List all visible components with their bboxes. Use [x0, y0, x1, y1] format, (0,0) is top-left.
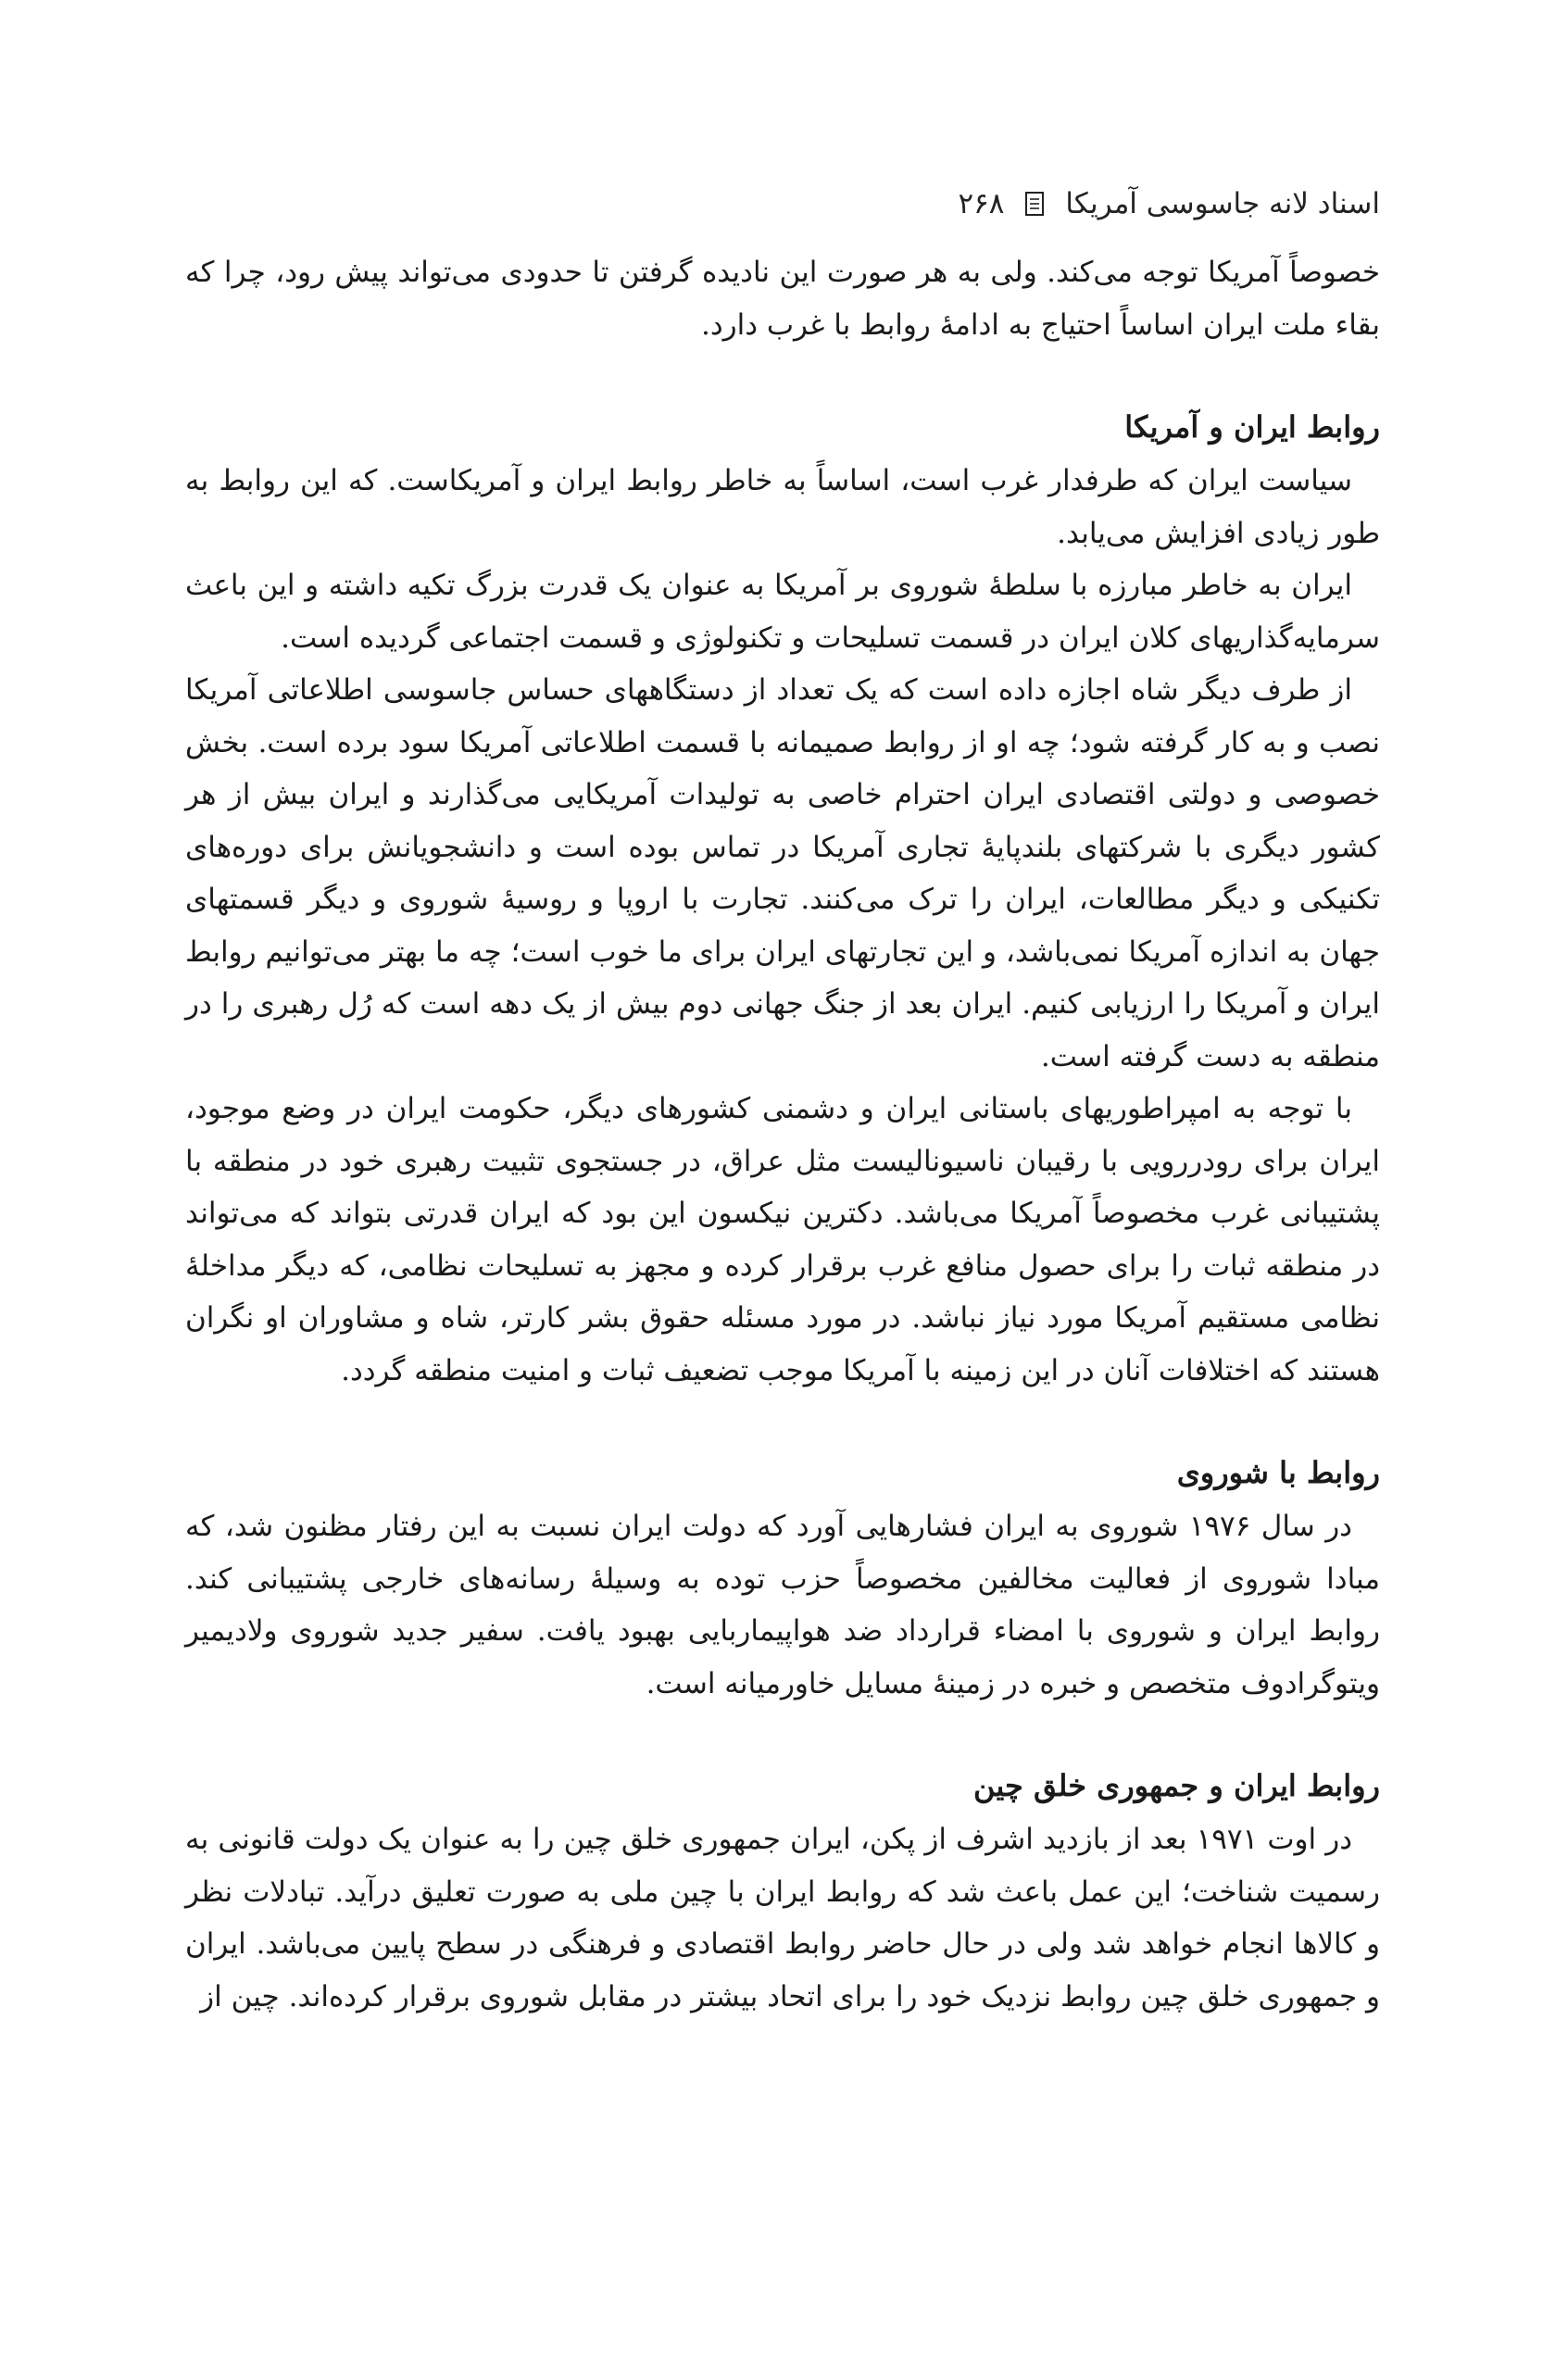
paragraph: ایران به خاطر مبارزه با سلطهٔ شوروی بر آمریکا به عنوان یک قدرت بزرگ تکیه داشته و این باعث سرمایه‌گذاریهای کلان ایران در قسمت تسلیحات و تکنولوژی و قسمت اجتماعی گردیده است. [185, 569, 1380, 655]
section-heading-soviet: روابط با شوروی [1176, 1455, 1380, 1490]
paragraph: از طرف دیگر شاه اجازه داده است که یک تعداد از دستگاههای حساس جاسوسی اطلاعاتی آمریکا نصب و به کار گرفته شود؛ چه او از روابط صمیمانه با قسمت اطلاعاتی آمریکا سود برده است. بخش خصوصی و دولتی اقتصادی ایران احترام خاصی به تولیدات آمریکایی می‌گذارند و ایران بیش از هر کشور دیگری با شرکتهای بلندپایهٔ تجاری آمریکا در تماس بوده است و دانشجویانش برای دوره‌های تکنیکی و دیگر مطالعات، ایران را ترک می‌کنند. تجارت با اروپا و روسیهٔ شوروی و دیگر قسمتهای جهان به اندازه آمریکا نمی‌باشد، و این تجارتهای ایران برای ما خوب است؛ چه ما بهتر می‌توانیم روابط ایران و آمریکا را ارزیابی کنیم. ایران بعد از جنگ جهانی دوم بیش از یک دهه است که رُل رهبری را در منطقه به دست گرفته است. [185, 673, 1381, 1073]
book-page [185, 176, 1380, 2214]
page-number: ۲۶۸ [958, 187, 1005, 220]
book-title: اسناد لانه جاسوسی آمریکا [1065, 187, 1380, 220]
intro-paragraph: خصوصاً آمریکا توجه می‌کند. ولی به هر صورت این نادیده گرفتن تا حدودی می‌تواند پیش رود، چرا که بقاء ملت ایران اساساً احتیاج به ادامهٔ روابط با غرب دارد. [185, 256, 1380, 342]
running-head [185, 176, 1380, 232]
section-heading-iran-america: روابط ایران و آمریکا [1124, 409, 1380, 445]
paragraph: با توجه به امپراطوریهای باستانی ایران و دشمنی کشورهای دیگر، حکومت ایران در وضع موجود، ایران برای رودررویی با رقیبان ناسیونالیست مثل عراق، در جستجوی تثبیت رهبری خود در منطقه با پشتیبانی غرب مخصوصاً آمریکا می‌باشد. دکترین نیکسون این بود که ایران قدرتی بتواند که می‌تواند در منطقه ثبات را برای حصول منافع غرب برقرار کرده و مجهز به تسلیحات نظامی، که دیگر مداخلهٔ نظامی مستقیم آمریکا مورد نیاز نباشد. در مورد مسئله حقوق بشر کارتر، شاه و مشاوران او نگران هستند که اختلافات آنان در این زمینه با آمریکا موجب تضعیف ثبات و امنیت منطقه گردد. [185, 1092, 1380, 1387]
section-heading-china: روابط ایران و جمهوری خلق چین [973, 1768, 1380, 1803]
paragraph: سیاست ایران که طرفدار غرب است، اساساً به خاطر روابط ایران و آمریکاست. که این روابط به طور زیادی افزایش می‌یابد. [185, 464, 1380, 550]
document-icon [1024, 191, 1045, 217]
paragraph: در سال ۱۹۷۶ شوروی به ایران فشارهایی آورد که دولت ایران نسبت به این رفتار مظنون شد، که مبادا شوروی از فعالیت مخالفین مخصوصاً حزب توده به وسیلهٔ رسانه‌های خارجی پشتیبانی کند. روابط ایران و شوروی با امضاء قرارداد ضد هواپیماربایی بهبود یافت. سفیر جدید شوروی ولادیمیر ویتوگرادوف متخصص و خبره در زمینهٔ مسایل خاورمیانه است. [185, 1510, 1380, 1700]
paragraph: در اوت ۱۹۷۱ بعد از بازدید اشرف از پکن، ایران جمهوری خلق چین را به عنوان یک دولت قانونی به رسمیت شناخت؛ این عمل باعث شد که روابط ایران با چین ملی به صورت تعلیق درآید. تبادلات نظر و کالاها انجام خواهد شد ولی در حال حاضر روابط اقتصادی و فرهنگی در سطح پایین می‌باشد. ایران و جمهوری خلق چین روابط نزدیک خود را برای اتحاد بیشتر در مقابل شوروی برقرار کرده‌اند. چین از [185, 1823, 1380, 2013]
